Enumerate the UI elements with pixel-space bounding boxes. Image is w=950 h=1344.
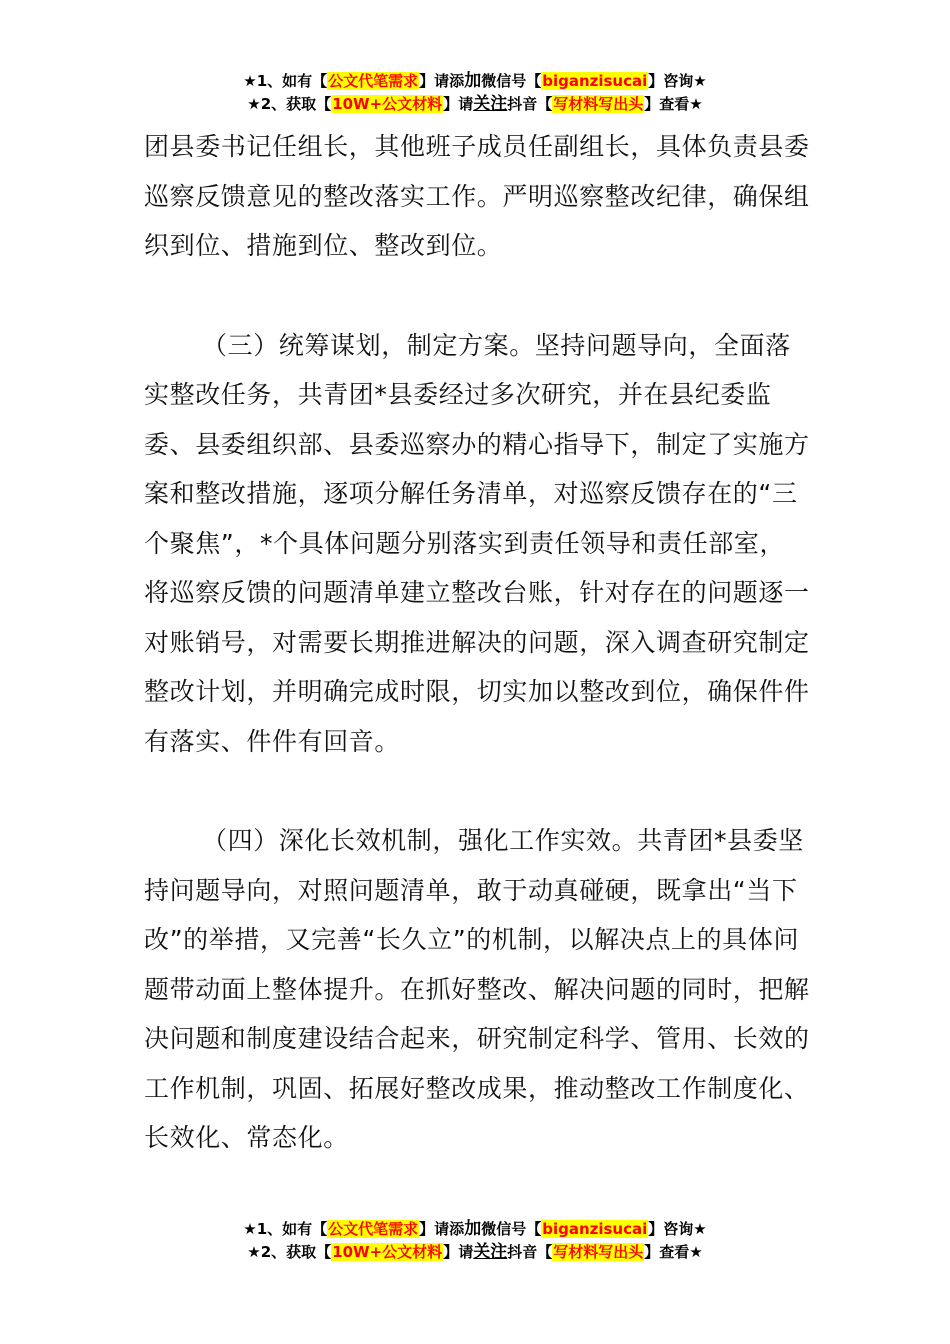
banner-text: ★1、如有【 [243,72,328,90]
banner-text: 】请添 [419,72,465,90]
paragraph-section-4: （四）深化长效机制，强化工作实效。共青团*县委坚持问题导向，对照问题清单，敢于动真碰硬，既拿出“当下改”的举措，又完善“长久立”的机制，以解决点上的具体问题带动面上整体提升。在抓好整改、解决问题的同时，把解决问题和制度建设结合起来，研究制定科学、管用、长效的工作机制，巩固、拓展好整改成果，推动整改工作制度化、长效化、常态化。 [144,826,810,1152]
highlight-douyin-account: 写材料写出头 [553,95,644,113]
highlight-wechat-id: biganzisucai [542,1220,648,1238]
document-body [144,122,810,1163]
banner-emphasis: 关注 [473,1242,508,1262]
banner-text: ★1、如有【 [243,1220,328,1238]
banner-text: 】请添 [419,1220,465,1238]
highlight-service: 公文代笔需求 [328,1220,419,1238]
banner-text: 】查看★ [644,95,703,113]
banner-text: ★2、获取【 [247,95,332,113]
banner-line-1 [0,70,950,93]
banner-text: 】请 [443,1243,474,1261]
paragraph-1: 团县委书记任组长，其他班子成员任副组长，具体负责县委巡察反馈意见的整改落实工作。严明巡察整改纪律，确保组织到位、措施到位、整改到位。 [144,132,810,260]
highlight-service: 公文代笔需求 [328,72,419,90]
banner-line-2 [0,1241,950,1264]
highlight-wechat-id: biganzisucai [542,72,648,90]
header-banner [0,70,950,116]
banner-text: 微信号【 [481,72,542,90]
banner-emphasis: 关注 [473,94,508,114]
banner-text: 抖音【 [507,1243,553,1261]
highlight-materials: 10W+公文材料 [332,1243,443,1261]
banner-text: 微信号【 [481,1220,542,1238]
highlight-douyin-account: 写材料写出头 [553,1243,644,1261]
banner-text: 】咨询★ [648,1220,707,1238]
footer-banner [0,1218,950,1264]
paragraph-gap [144,766,810,816]
banner-text: 】咨询★ [648,72,707,90]
highlight-materials: 10W+公文材料 [332,95,443,113]
banner-line-2 [0,93,950,116]
banner-emphasis: 加 [464,1219,482,1239]
paragraph-gap [144,271,810,321]
banner-text: 】请 [443,95,474,113]
banner-text: 】查看★ [644,1243,703,1261]
banner-line-1 [0,1218,950,1241]
banner-emphasis: 加 [464,71,482,91]
paragraph-section-3: （三）统筹谋划，制定方案。坚持问题导向，全面落实整改任务，共青团*县委经过多次研究，并在县纪委监委、县委组织部、县委巡察办的精心指导下，制定了实施方案和整改措施，逐项分解任务清单，对巡察反馈存在的“三个聚焦”，*个具体问题分别落实到责任领导和责任部室，将巡察反馈的问题清单建立整改台账，针对存在的问题逐一对账销号，对需要长期推进解决的问题，深入调查研究制定整改计划，并明确完成时限，切实加以整改到位，确保件件有落实、件件有回音。 [144,330,810,756]
banner-text: 抖音【 [507,95,553,113]
banner-text: ★2、获取【 [247,1243,332,1261]
